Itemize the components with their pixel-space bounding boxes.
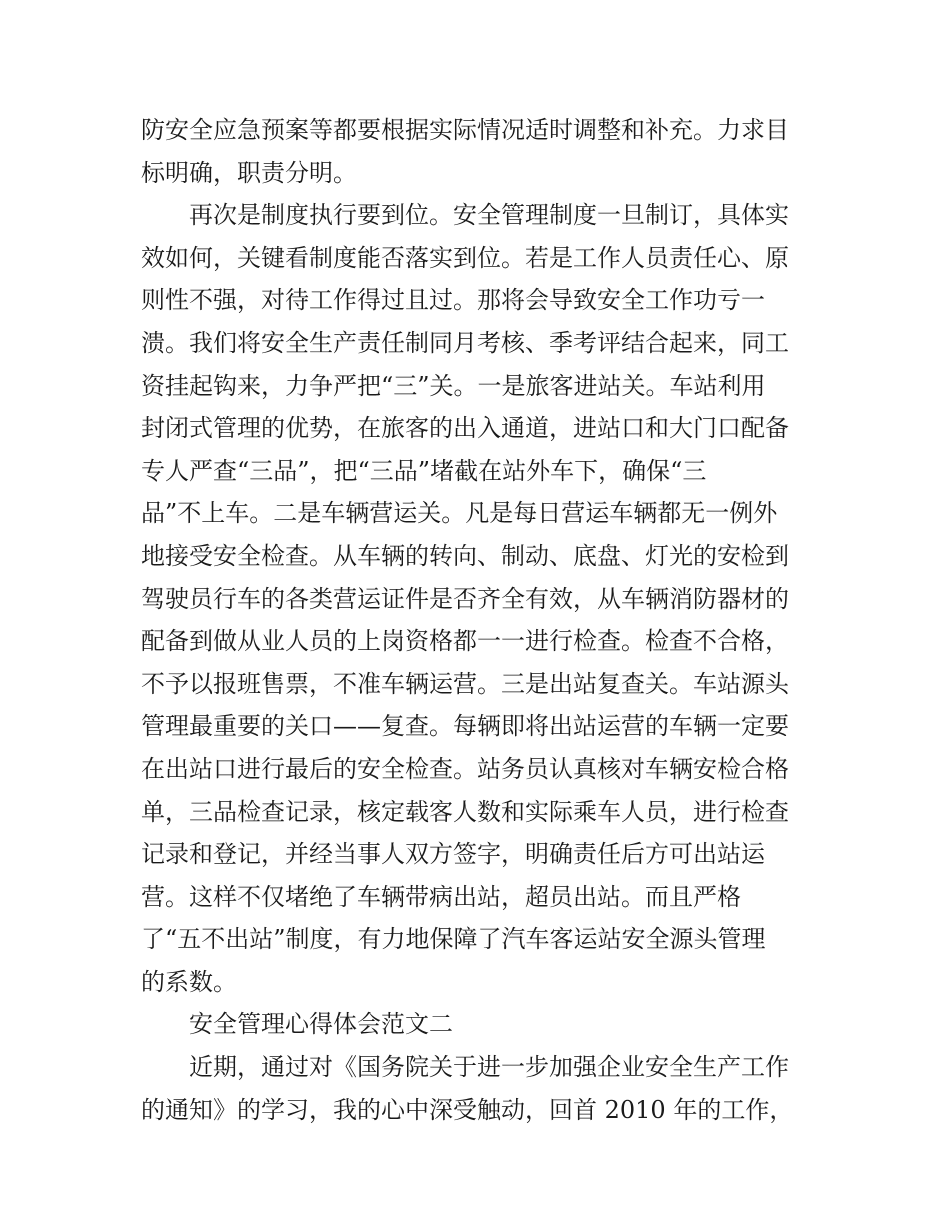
text-line: 资挂起钩来，力争严把“三”关。一是旅客进站关。车站利用 xyxy=(141,371,766,400)
text-line: 溃。我们将安全生产责任制同月考核、季考评结合起来，同工 xyxy=(141,328,789,357)
text-line: 不予以报班售票，不准车辆运营。三是出站复查关。车站源头 xyxy=(141,669,789,698)
text-line: 营。这样不仅堵绝了车辆带病出站，超员出站。而且严格 xyxy=(141,882,741,911)
text-line: 专人严查“三品”，把“三品”堵截在站外车下，确保“三 xyxy=(141,456,707,485)
text-line: 在出站口进行最后的安全检查。站务员认真核对车辆安检合格 xyxy=(141,754,789,783)
text-line: 效如何，关键看制度能否落实到位。若是工作人员责任心、原 xyxy=(141,243,789,272)
text-line: 的通知》的学习，我的心中深受触动，回首 2010 年的工作， xyxy=(141,1095,794,1124)
paragraph-start-line: 再次是制度执行要到位。安全管理制度一旦制订，具体实 xyxy=(189,201,789,230)
text-line: 单，三品检查记录，核定载客人数和实际乘车人员，进行检查 xyxy=(141,797,789,826)
body-text xyxy=(141,109,821,1131)
text-line: 配备到做从业人员的上岗资格都一一进行检查。检查不合格， xyxy=(141,627,789,656)
text-line: 的系数。 xyxy=(141,967,237,996)
text-line: 驾驶员行车的各类营运证件是否齐全有效，从车辆消防器材的 xyxy=(141,584,789,613)
text-line: 管理最重要的关口——复查。每辆即将出站运营的车辆一定要 xyxy=(141,712,789,741)
section-heading: 安全管理心得体会范文二 xyxy=(189,1010,453,1039)
text-line: 封闭式管理的优势，在旅客的出入通道，进站口和大门口配备 xyxy=(141,414,789,443)
text-line: 防安全应急预案等都要根据实际情况适时调整和补充。力求目 xyxy=(141,116,789,144)
text-line: 标明确，职责分明。 xyxy=(141,158,357,187)
text-line: 了“五不出站”制度，有力地保障了汽车客运站安全源头管理 xyxy=(141,925,766,954)
text-line: 记录和登记，并经当事人双方签字，明确责任后方可出站运 xyxy=(141,840,765,869)
text-line: 地接受安全检查。从车辆的转向、制动、底盘、灯光的安检到 xyxy=(141,541,789,570)
text-line: 品”不上车。二是车辆营运关。凡是每日营运车辆都无一例外 xyxy=(141,499,778,528)
text-line: 则性不强，对待工作得过且过。那将会导致安全工作功亏一 xyxy=(141,286,765,315)
paragraph-start-line: 近期，通过对《国务院关于进一步加强企业安全生产工作 xyxy=(189,1053,789,1082)
